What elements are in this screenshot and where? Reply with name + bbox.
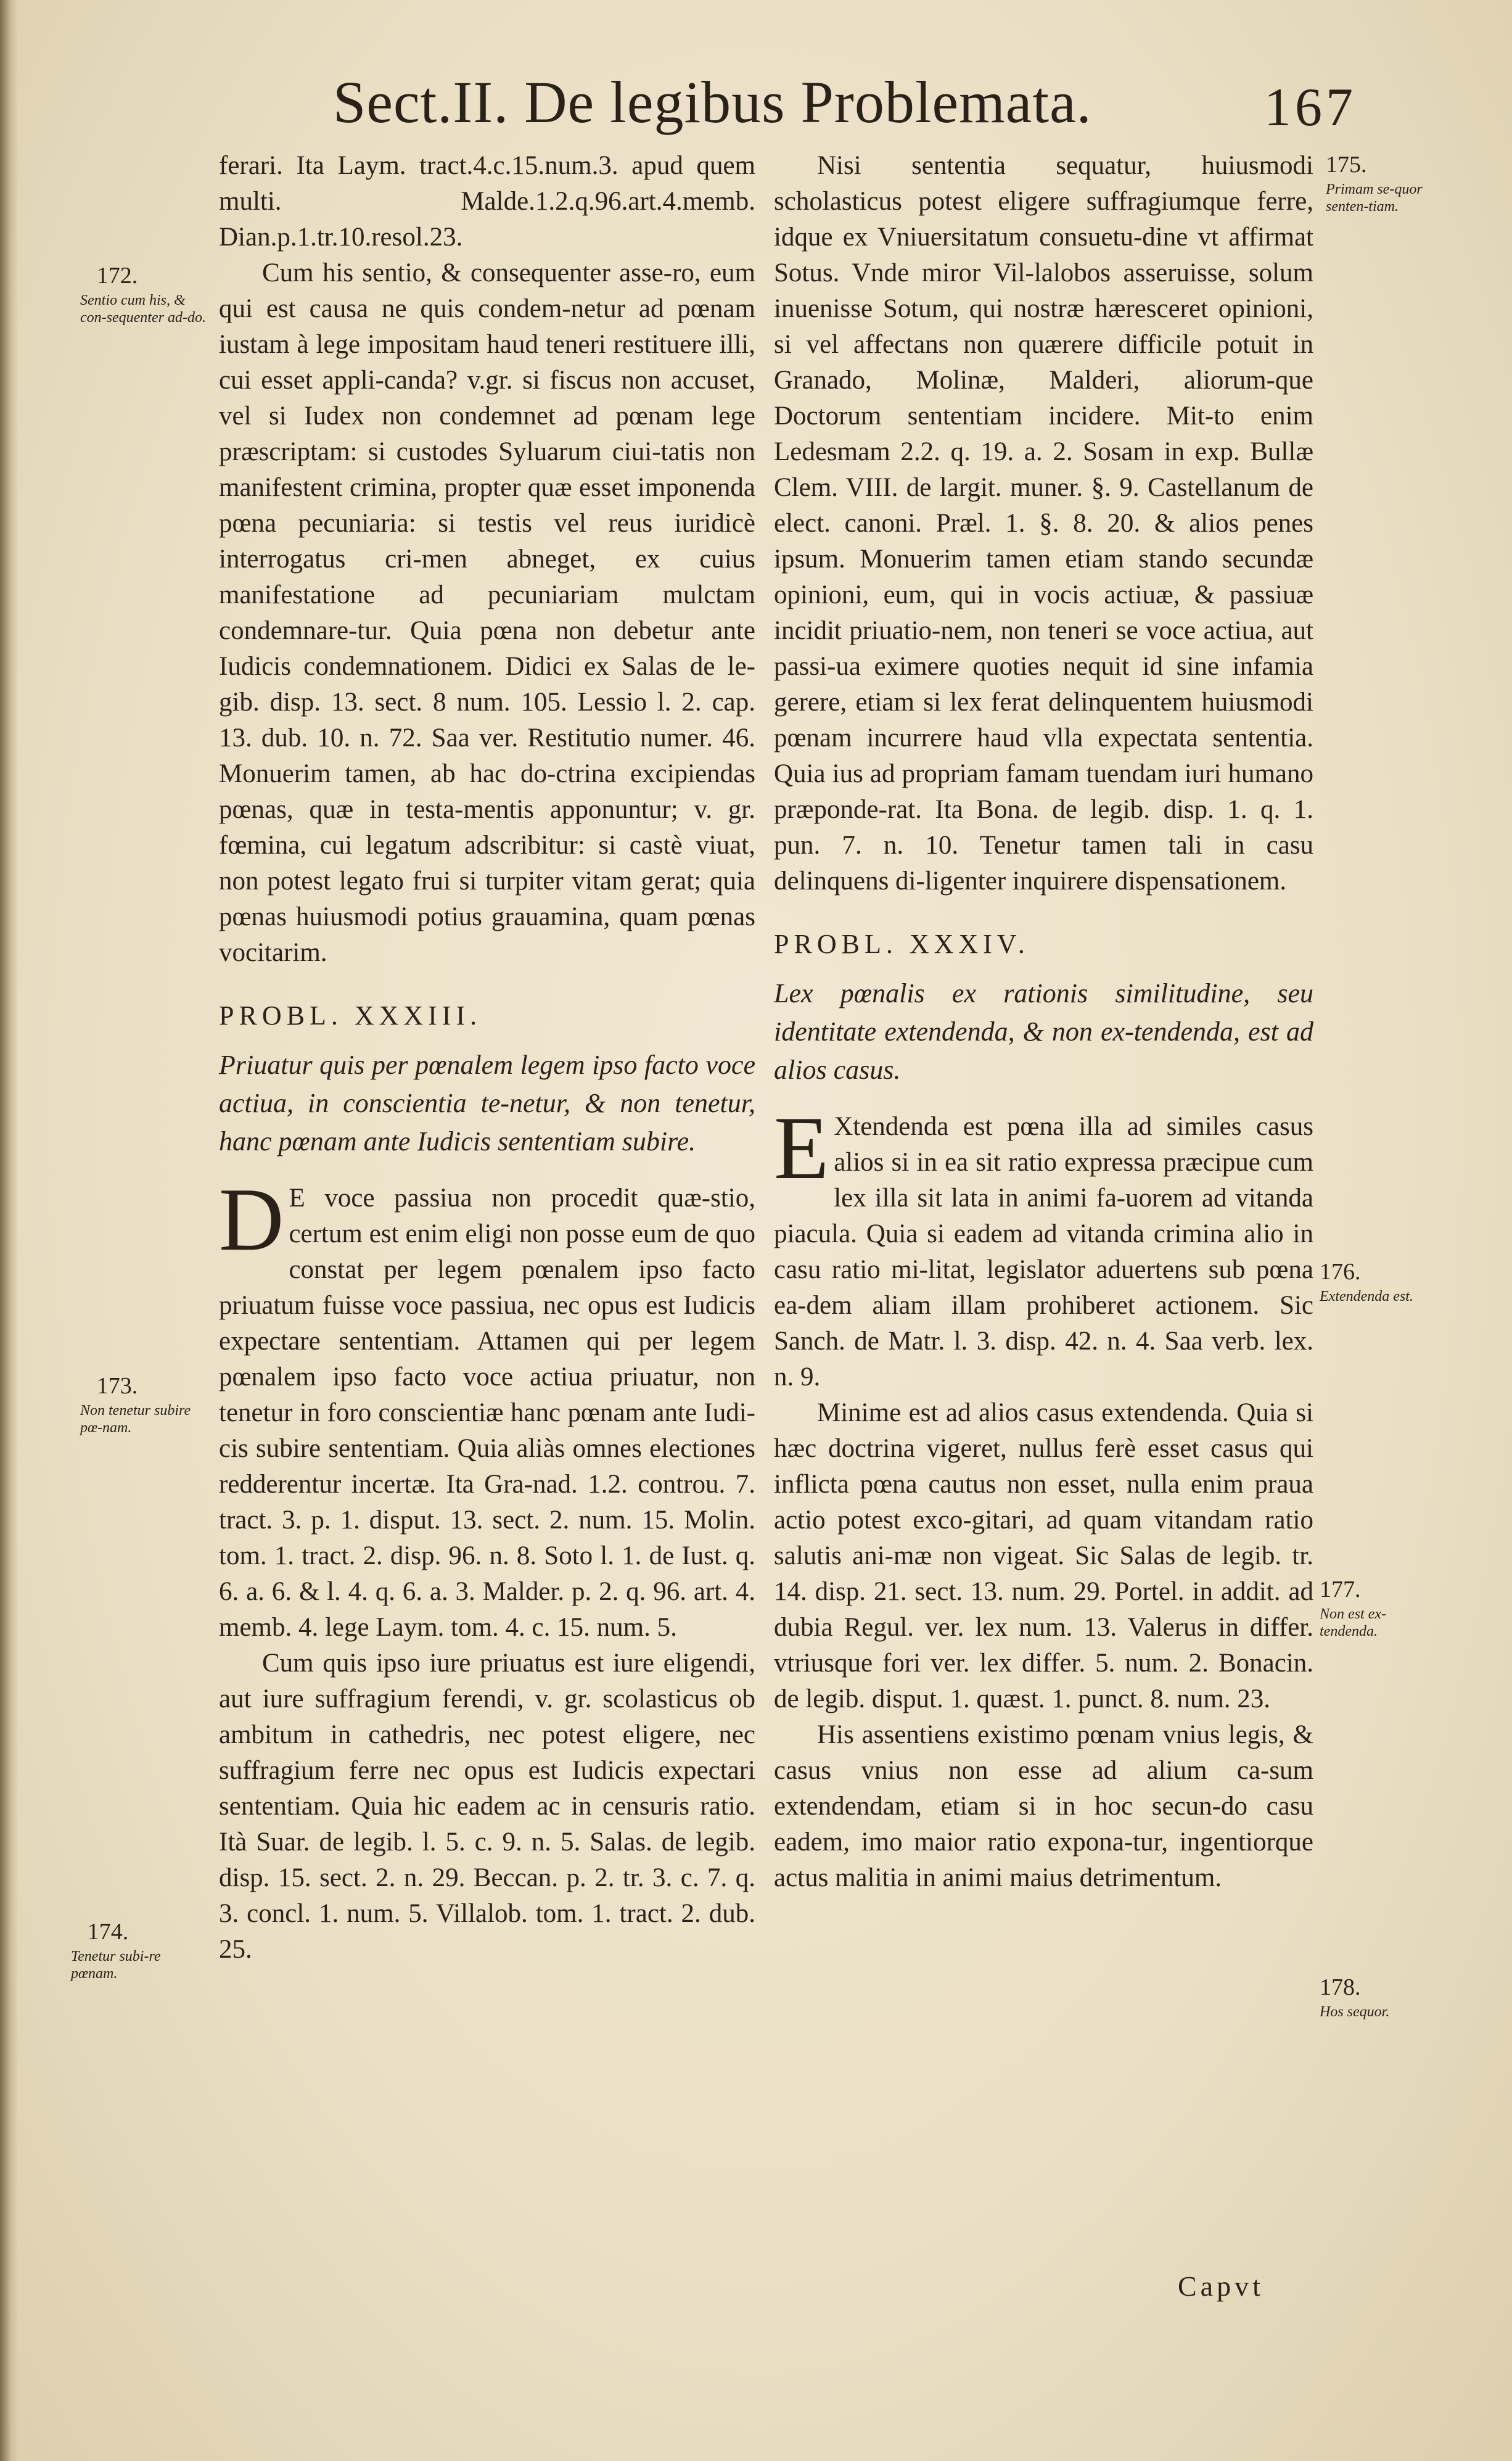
- margin-text: Primam se-quor senten-tiam.: [1326, 181, 1423, 215]
- problem-heading-33: PROBL. XXXIII.: [219, 1000, 482, 1031]
- margin-text: Non est ex-tendenda.: [1320, 1606, 1386, 1639]
- paragraph-175: Nisi sententia sequatur, huiusmodi scholasticus potest eligere suffragiumque ferre, idque ex Vniuersitatum consuetu-dine vt affirmat Sotus. Vnde miror Vil-lalobos asseruisse, solum inuenisse Sotum, qui nostræ hæresceret opinioni, si vel affectans non quærere difficile potuit in Granado, Molinæ, Malderi, aliorum-que Doctorum sententiam incidere. Mit-to enim Ledesmam 2.2. q. 19. a. 2. Sosam in exp. Bullæ Clem. VIII. de largit. muner. §. 9. Castellanum de elect. canoni. Præl. 1. §. 8. 20. & alios penes ipsum. Monuerim tamen etiam stando secundæ opinioni, eum, qui in vocis actiuæ, & passiuæ incidit priuatio-nem, non teneri se voce actiua, aut passi-ua eximere quoties nequit id sine infamia gerere, etiam si lex ferat delinquentem huiusmodi pœnam incurrere haud vlla expectata sententia. Quia ius ad propriam famam tuendam iuri humano præponde-rat. Ita Bona. de legib. disp. 1. q. 1. pun. 7. n. 10. Tenetur tamen tali in casu delinquens di-ligenter inquirere dispensationem.: [774, 151, 1313, 896]
- paragraph-176-text: Xtendenda est pœna illa ad similes casus alios si in ea sit ratio expressa præcipue cum lex illa sit lata in animi fa-uorem ad vitanda piacula. Quia si eadem ad vitanda crimina alio in casu ratio mi-litat, legislator aduertens sub pœna ea-dem aliam illam prohiberet actionem. Sic Sanch. de Matr. l. 3. disp. 42. n. 4. Saa verb. lex. n. 9.: [774, 1112, 1313, 1391]
- margin-text: Tenetur subi-re pœnam.: [71, 1948, 161, 1982]
- margin-number: 172.: [96, 263, 138, 289]
- margin-note-174: [71, 1918, 207, 1982]
- paragraph-173-text: E voce passiua non procedit quæ-stio, certum est enim eligi non posse eum de quo constat per legem pœnalem ipso facto priuatum fuisse voce passiua, nec opus est Iudicis expectare sententiam. Attamen qui per legem pœnalem ipso facto voce actiua priuatur, non tenetur in foro conscientiæ hanc pœnam ante Iudi-cis subire sententiam. Quia aliàs omnes electiones redderentur incertæ. Ita Gra-nad. 1.2. controu. 7. tract. 3. p. 1. disput. 13. sect. 2. num. 15. Molin. tom. 1. tract. 2. disp. 96. n. 8. Soto l. 1. de Iust. q. 6. a. 6. & l. 4. q. 6. a. 3. Malder. p. 2. q. 96. art. 4. memb. 4. lege Laym. tom. 4. c. 15. num. 5.: [219, 1184, 755, 1642]
- margin-number: 178.: [1320, 1974, 1361, 2000]
- margin-note-178: [1320, 1974, 1443, 2021]
- margin-note-175: [1326, 151, 1443, 215]
- paragraph-173: [219, 1169, 755, 1646]
- margin-note-173: [80, 1372, 210, 1437]
- margin-note-176: [1320, 1258, 1443, 1305]
- problem-heading-34: PROBL. XXXIV.: [774, 929, 1030, 959]
- margin-number: 174.: [87, 1919, 129, 1945]
- margin-number: 176.: [1320, 1259, 1361, 1285]
- margin-note-177: [1320, 1576, 1443, 1640]
- margin-text: Hos sequor.: [1320, 2004, 1390, 2020]
- page-number: 167: [1264, 78, 1357, 138]
- margin-text: Sentio cum his, & con-sequenter ad-do.: [80, 292, 206, 326]
- right-column: [774, 148, 1313, 1896]
- margin-number: 175.: [1326, 152, 1367, 178]
- paragraph-177: Minime est ad alios casus extendenda. Quia si hæc doctrina vigeret, nullus ferè esset casus qui inflicta pœna cautus non esset, nulla enim praua actio potest exco-gitari, ad quam vitandam ratio salutis ani-mæ non vigeat. Sic Salas de legib. tr. 14. disp. 21. sect. 13. num. 29. Portel. in addit. ad dubia Regul. ver. lex num. 13. Valerus in differ. vtriusque fori ver. lex differ. 5. num. 2. Bonacin. de legib. disput. 1. quæst. 1. punct. 8. num. 23.: [774, 1398, 1313, 1713]
- drop-cap: D: [219, 1169, 284, 1269]
- paragraph-176: [774, 1098, 1313, 1395]
- running-header: [333, 68, 1357, 142]
- page-gutter-shadow: [0, 0, 18, 2461]
- margin-text: Extendenda est.: [1320, 1288, 1413, 1305]
- paragraph-174: Cum quis ipso iure priuatus est iure eligendi, aut iure suffragium ferendi, v. gr. scolasticus ob ambitum in cathedris, nec potest eligere, nec suffragium ferre nec opus est Iudicis expectari sententiam. Quia hic eadem ac in censuris ratio. Ità Suar. de legib. l. 5. c. 9. n. 5. Salas. de legib. disp. 15. sect. 2. n. 29. Beccan. p. 2. tr. 3. c. 7. q. 3. concl. 1. num. 5. Villalob. tom. 1. tract. 2. dub. 25.: [219, 1649, 755, 1964]
- left-column: [219, 148, 755, 1968]
- catchword: Capvt: [1178, 2270, 1264, 2302]
- margin-note-172: [80, 262, 210, 326]
- problem-summary-34: Lex pœnalis ex rationis similitudine, seu identitate extendenda, & non ex-tendenda, est ad alios casus.: [774, 978, 1313, 1085]
- continued-paragraph: ferari. Ita Laym. tract.4.c.15.num.3. apud quem multi. Malde.1.2.q.96.art.4.memb. Dian.p.1.tr.10.resol.23.: [219, 151, 755, 252]
- drop-cap: E: [774, 1098, 829, 1198]
- section-title: Sect.II. De legibus Problemata.: [333, 69, 1092, 135]
- paragraph-178: His assentiens existimo pœnam vnius legis, & casus vnius non esse ad alium ca-sum extendendam, etiam si in hoc secun-do casu eadem, imo maior ratio expona-tur, ingentiorque actus malitia in animi maius detrimentum.: [774, 1720, 1313, 1892]
- problem-summary-33: Priuatur quis per pœnalem legem ipso facto voce actiua, in conscientia te-netur, & non tenetur, hanc pœnam ante Iudicis sententiam subire.: [219, 1050, 755, 1156]
- margin-number: 173.: [96, 1373, 138, 1399]
- margin-text: Non tenetur subire pœ-nam.: [80, 1403, 191, 1436]
- margin-number: 177.: [1320, 1577, 1361, 1602]
- paragraph-172: Cum his sentio, & consequenter asse-ro, eum qui est causa ne quis condem-netur ad pœnam iustam à lege impositam haud teneri restituere illi, cui esset appli-canda? v.gr. si fiscus non accuset, vel si Iudex non condemnet ad pœnam lege præscriptam: si custodes Syluarum ciui-tatis non manifestent crimina, propter quæ esset imponenda pœna pecuniaria: si testis vel reus iuridicè interrogatus cri-men abneget, ex cuius manifestatione ad pecuniariam mulctam condemnare-tur. Quia pœna non debetur ante Iudicis condemnationem. Didici ex Salas de le-gib. disp. 13. sect. 8 num. 105. Lessio l. 2. cap. 13. dub. 10. n. 72. Saa ver. Restitutio numer. 46. Monuerim tamen, ab hac do-ctrina excipiendas pœnas, quæ in testa-mentis apponuntur; v. gr. fœmina, cui legatum adscribitur: si castè viuat, non potest legato frui si turpiter vitam gerat; quia pœnas huiusmodi potius grauamina, quam pœnas vocitarim.: [219, 258, 755, 967]
